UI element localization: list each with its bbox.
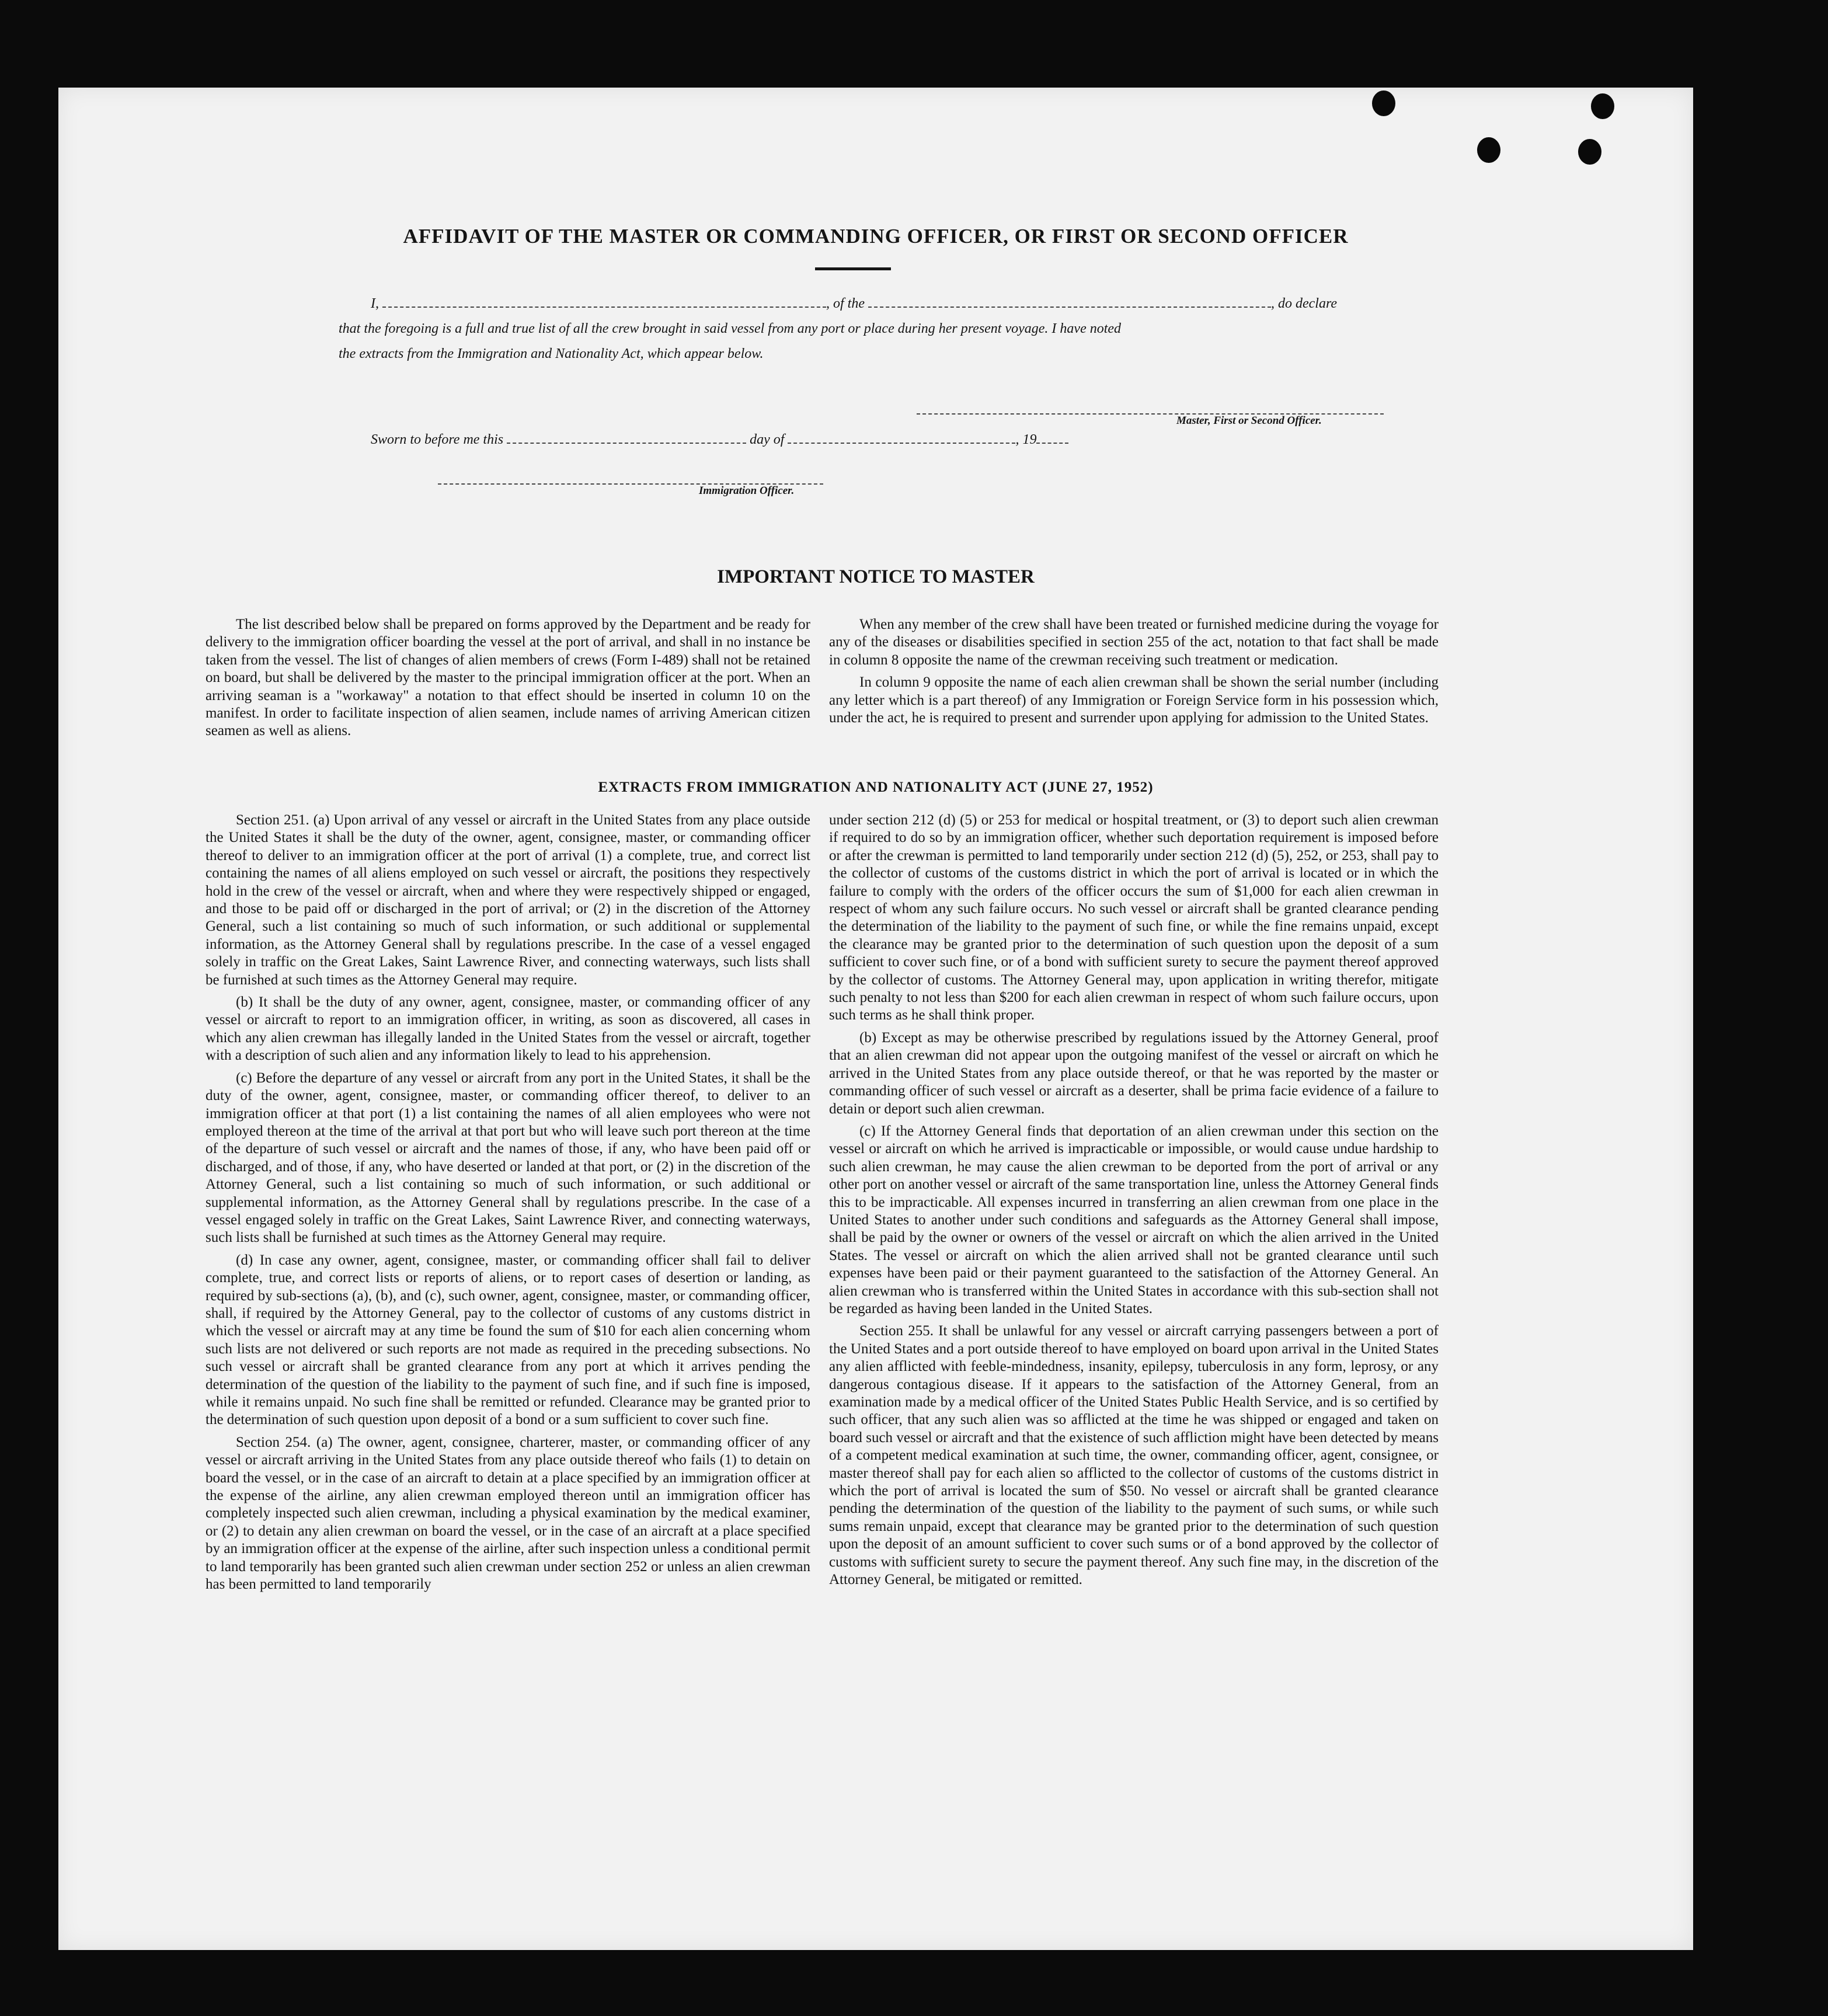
year-blank (1036, 432, 1068, 444)
document-page (58, 88, 1693, 1950)
section-paragraph: (d) In case any owner, agent, consignee, master, or commanding officer shall fail to deliver complete, true, and correct lists or reports of aliens, or to report cases of desertion or landing, as required by sub-sections (a), (b), and (c), such owner, agent, consignee, master, or commanding officer, shall, if required by the Attorney General, pay to the collector of customs of any customs district in which the vessel or aircraft may at any time be found the sum of $10 for each alien concerning whom such lists are not delivered or such reports are not made as required in the preceding subsections. No such vessel or aircraft shall be granted clearance from any port at which it arrives pending the determination of the question of the liability to the payment of such fine, and if such fine is imposed, while it remains unpaid. No such fine shall be remitted or refunded. Clearance may be granted prior to the determination of such question upon deposit of a bond or a sum sufficient to cover such fine. (206, 1252, 810, 1428)
day-blank (507, 432, 746, 444)
name-blank (382, 296, 826, 308)
of-the-label: , of the (826, 296, 865, 311)
sworn-line (371, 431, 1068, 449)
master-signature-label: Master, First or Second Officer. (1176, 415, 1322, 427)
month-blank (788, 432, 1015, 444)
i-label: I, (371, 296, 379, 311)
immigration-officer-blank (438, 473, 823, 485)
master-signature-blank (917, 403, 1384, 415)
affidavit-title: AFFIDAVIT OF THE MASTER OR COMMANDING OFFICER, OR FIRST OR SECOND OFFICER (403, 225, 1349, 248)
declaration-line-1 (371, 295, 1457, 313)
punch-hole (1372, 90, 1395, 116)
section-paragraph: Section 251. (a) Upon arrival of any vessel or aircraft in the United States from any place outside the United States it shall be the duty of the owner, agent, consignee, master, or commanding officer thereof to deliver to an immigration officer at the port of arrival (1) a complete, true, and correct list containing the names of all aliens employed on such vessel or aircraft, the positions they respectively hold in the crew of the vessel or aircraft, when and where they were respectively shipped or engaged, and those to be paid off or discharged in the port of arrival; or (2) in the discretion of the Attorney General, such a list containing so much of such information, or such additional or supplemental information, as the Attorney General shall by regulations prescribe. In the case of a vessel engaged solely in traffic on the Great Lakes, Saint Lawrence River, and connecting waterways, such lists shall be furnished at such times as the Attorney General may require. (206, 812, 810, 988)
section-paragraph: (b) It shall be the duty of any owner, agent, consignee, master, or commanding officer of any vessel or aircraft to report to an immigration officer, in writing, as soon as discovered, all cases in which any alien crewman has illegally landed in the United States from the vessel or aircraft, together with a description of such alien and any information likely to lead to his apprehension. (206, 994, 810, 1064)
section-paragraph: (b) Except as may be otherwise prescribed by regulations issued by the Attorney General, proof that an alien crewman did not appear upon the outgoing manifest of the vessel or aircraft on which he arrived in the United States from any place outside thereof, or that he was reported by the master or commanding officer of such vessel or aircraft as a deserter, shall be prima facie evidence of a failure to detain or deport such alien crewman. (829, 1029, 1439, 1117)
punch-hole (1591, 93, 1614, 119)
year-prefix: , 19 (1015, 432, 1037, 447)
notice-paragraph: In column 9 opposite the name of each alien crewman shall be shown the serial number (including any letter which is a part thereof) of any Immigration or Foreign Service form in his possession which, under the act, he is required to present and surrender upon applying for admission to the United States. (829, 674, 1439, 726)
punch-hole (1578, 139, 1601, 165)
notice-left-column (206, 616, 810, 745)
extracts-right-column (829, 812, 1439, 1593)
notice-paragraph: The list described below shall be prepared on forms approved by the Department and be ready for delivery to the immigration officer boarding the vessel at the port of arrival, and shall in no instance be taken from the vessel. The list of changes of alien members of crews (Form I-489) shall not be retained on board, but shall be delivered by the master to the principal immigration officer at the port. When an arriving seaman is a "workaway" a notation to that effect should be inserted in column 10 on the manifest. In order to facilitate inspection of alien seamen, include names of arriving American citizen seamen as well as aliens. (206, 617, 810, 739)
notice-paragraph: When any member of the crew shall have been treated or furnished medicine during the voyage for any of the diseases or disabilities specified in section 255 of the act, notation to that fact shall be made in column 8 opposite the name of the crewman receiving such treatment or medication. (829, 617, 1439, 668)
punch-hole (1477, 137, 1500, 163)
declaration-line-3: the extracts from the Immigration and Nationality Act, which appear below. (339, 346, 764, 361)
notice-title: IMPORTANT NOTICE TO MASTER (717, 566, 1035, 587)
section-paragraph: Section 254. (a) The owner, agent, consignee, charterer, master, or commanding officer of any vessel or aircraft arriving in the United States from any place outside thereof who fails (1) to detain on board the vessel, or in the case of an aircraft to detain at a place specified by an immigration officer at the expense of the airline, any alien crewman employed thereon until an immigration officer has completely inspected such alien crewman, including a physical examination by the medical examiner, or (2) to detain any alien crewman on board the vessel, or in the case of an aircraft at a place specified by an immigration officer at the expense of the airline, after such inspection unless a conditional permit to land temporarily has been granted such alien crewman under section 252 or unless an alien crewman has been permitted to land temporarily (206, 1434, 810, 1593)
declaration-line-2: that the foregoing is a full and true list of all the crew brought in said vessel from any port or place during her present voyage. I have noted (339, 321, 1122, 336)
extracts-left-column (206, 812, 810, 1598)
do-declare-label: , do declare (1271, 296, 1338, 311)
sworn-label: Sworn to before me this (371, 432, 504, 447)
section-paragraph: under section 212 (d) (5) or 253 for medical or hospital treatment, or (3) to deport such alien crewman if required to do so by an immigration officer, whether such deportation requirement is imposed before or after the crewman is permitted to land temporarily under section 212 (d) (5), 252, or 253, shall pay to the collector of customs of the customs district in which the port of arrival is located or in which the failure to comply with the orders of the officer occurs the sum of $1,000 for each alien crewman in respect of whom any such failure occurs. No such vessel or aircraft shall be granted clearance pending the determination of the liability to the payment of such fine, or while the fine remains unpaid, except the clearance may be granted prior to the determination of such question upon the deposit of a sum sufficient to cover such fine, or of a bond with sufficient surety to secure the payment thereof approved by the collector of customs. The Attorney General may, upon application in writing therefor, mitigate such penalty to not less than $200 for each alien crewman in respect of whom such failure occurs, upon such terms as he shall think proper. (829, 812, 1439, 1023)
title-rule (815, 267, 891, 270)
notice-right-column (829, 616, 1439, 732)
section-paragraph: (c) If the Attorney General finds that deportation of an alien crewman under this section on the vessel or aircraft on which he arrived is impracticable or impossible, or would cause undue hardship to such alien crewman, he may cause the alien crewman to be deported from the port of arrival or any other port on another vessel or aircraft of the same transportation line, unless the Attorney General finds this to be impracticable. All expenses incurred in transferring an alien crewman from one place in the United States to another under such conditions and safeguards as the Attorney General shall impose, shall be paid by the owner or owners of the vessel or aircraft on which the alien arrived in the United States. The vessel or aircraft on which the alien arrived shall not be granted clearance until such expenses have been paid or their payment guaranteed to the satisfaction of the Attorney General. An alien crewman who is transferred within the United States in accordance with this sub-section shall not be regarded as having been landed in the United States. (829, 1123, 1439, 1317)
section-paragraph: (c) Before the departure of any vessel or aircraft from any port in the United States, it shall be the duty of the owner, agent, consignee, master, or commanding officer thereof, to deliver to an immigration officer at that port (1) a list containing the names of all alien employees who were not employed thereon at the time of the arrival at that port but who will leave such port thereon at the time of the departure of such vessel or aircraft and the names of those, if any, who have been paid off or discharged, and of those, if any, who have deserted or landed at that port, or (2) in the discretion of the Attorney General, such a list containing so much of such information, or such additional or supplemental information, as the Attorney General shall by regulations prescribe. In the case of a vessel engaged solely in traffic on the Great Lakes, Saint Lawrence River, and connecting waterways, such lists shall be furnished at such times as the Attorney General may require. (206, 1070, 810, 1246)
section-paragraph: Section 255. It shall be unlawful for any vessel or aircraft carrying passengers between a port of the United States and a port outside thereof to have employed on board upon arrival in the United States any alien afflicted with feeble-mindedness, insanity, epilepsy, tuberculosis in any form, leprosy, or any dangerous contagious disease. If it appears to the satisfaction of the Attorney General, from an examination made by a medical officer of the United States Public Health Service, and is so certified by such officer, that any such alien was so afflicted at the time he was shipped or engaged and taken on board such vessel or aircraft and that the existence of such affliction might have been detected by means of a competent medical examination at such time, the owner, commanding officer, agent, consignee, or master thereof shall pay for each alien so afflicted to the collector of customs of the customs district in which the port of arrival is located the sum of $50. No vessel or aircraft shall be granted clearance pending the determination of the question of the liability to the payment of such sums, or while such sums remain unpaid, except that clearance may be granted prior to the determination of such question upon the deposit of an amount sufficient to cover such sums or of a bond approved by the collector of customs with sufficient surety to secure the payment thereof. Any such fine may, in the discretion of the Attorney General, be mitigated or remitted. (829, 1323, 1439, 1588)
vessel-blank (868, 296, 1271, 308)
immigration-officer-label: Immigration Officer. (699, 485, 795, 497)
extracts-title: EXTRACTS FROM IMMIGRATION AND NATIONALITY ACT (JUNE 27, 1952) (598, 779, 1154, 795)
day-of-label: day of (750, 432, 785, 447)
